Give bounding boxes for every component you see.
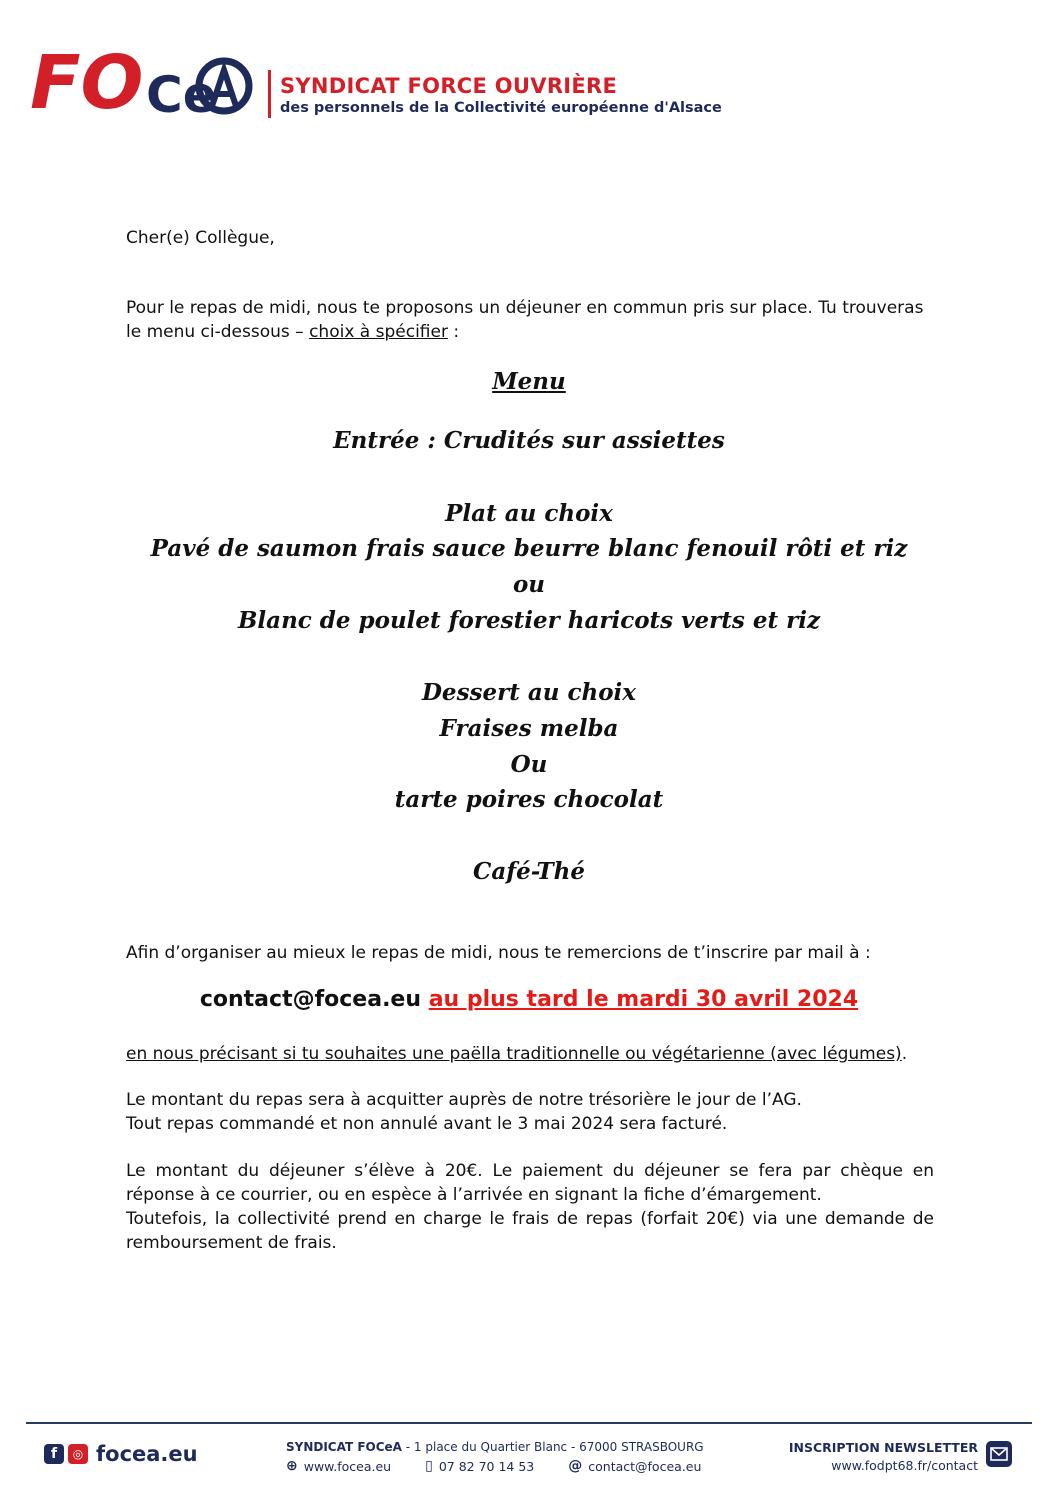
footer-social (44, 1441, 198, 1467)
menu-dessert-option-2: tarte poires chocolat (394, 786, 664, 813)
payment-paragraph-2: Toutefois, la collectivité prend en charge le frais de repas (forfait 20€) via une demande de remboursement de frais. (126, 1209, 934, 1253)
menu-dessert-heading: Dessert au choix (421, 679, 636, 706)
newsletter-title: INSCRIPTION NEWSLETTER (788, 1440, 978, 1455)
registration-intro: Afin d’organiser au mieux le repas de midi, nous te remercions de t’inscrire par mail à : (126, 943, 871, 963)
intro-paragraph (126, 296, 934, 344)
menu-entree: Entrée : Crudités sur assiettes (333, 427, 725, 454)
org-title: SYNDICAT FORCE OUVRIÈRE (280, 74, 618, 98)
letterhead (28, 30, 788, 125)
instagram-icon[interactable]: ◎ (68, 1444, 88, 1464)
at-icon: @ (568, 1458, 583, 1474)
footer-divider (26, 1422, 1032, 1424)
menu-dessert-or: Ou (510, 751, 548, 778)
globe-icon: ⊕ (286, 1458, 298, 1474)
footer-website[interactable]: focea.eu (96, 1442, 198, 1466)
focea-logo (28, 30, 258, 125)
payment-paragraph-1: Le montant du déjeuner s’élève à 20€. Le paiement du déjeuner se fera par chèque en réponse à ce courrier, ou en espèce à l’arrivée en signant la fiche d’émargement. (126, 1161, 934, 1205)
phone-icon: ▯ (425, 1458, 433, 1474)
footer-email[interactable]: contact@focea.eu (588, 1458, 702, 1474)
footer-address-block (286, 1440, 726, 1474)
footer-newsletter (782, 1440, 978, 1473)
contact-line (0, 987, 1058, 1012)
envelope-icon[interactable] (986, 1441, 1012, 1467)
intro-colon: : (447, 322, 460, 342)
facebook-icon[interactable]: f (44, 1444, 64, 1464)
menu-title: Menu (492, 368, 566, 395)
svg-text:Ce: Ce (146, 66, 217, 124)
footer-web[interactable]: www.focea.eu (303, 1458, 392, 1474)
payment-line-2: Tout repas commandé et non annulé avant le 3 mai 2024 sera facturé. (126, 1114, 728, 1134)
menu-drinks: Café-Thé (473, 858, 585, 885)
payment-line-1: Le montant du repas sera à acquitter auprès de notre trésorière le jour de l’AG. (126, 1090, 802, 1110)
header-divider (268, 70, 271, 118)
newsletter-url[interactable]: www.fodpt68.fr/contact (831, 1458, 978, 1473)
deadline: au plus tard le mardi 30 avril 2024 (428, 987, 859, 1012)
menu-plat-option-2: Blanc de poulet forestier haricots verts et riz (237, 607, 821, 634)
menu-plat-or: ou (512, 571, 546, 598)
org-subtitle: des personnels de la Collectivité européenne d'Alsace (280, 100, 722, 116)
contact-email[interactable]: contact@focea.eu (199, 987, 422, 1012)
menu-plat-option-1: Pavé de saumon frais sauce beurre blanc fenouil rôti et riz (150, 535, 908, 562)
intro-text: Pour le repas de midi, nous te proposons un déjeuner en commun pris sur place. Tu trouveras le menu ci-dessous – (126, 298, 924, 342)
greeting: Cher(e) Collègue, (126, 228, 275, 248)
svg-text:FO: FO (30, 40, 144, 125)
precision-note: en nous précisant si tu souhaites une paëlla traditionnelle ou végétarienne (avec légumes). (126, 1044, 908, 1064)
menu-plat-heading: Plat au choix (445, 500, 613, 527)
footer-phone: 07 82 70 14 53 (438, 1458, 535, 1474)
menu-dessert-option-1: Fraises melba (439, 715, 619, 742)
footer-address: SYNDICAT FOCeA - 1 place du Quartier Blanc - 67000 STRASBOURG (286, 1440, 704, 1454)
choice-note: choix à spécifier (309, 322, 448, 342)
